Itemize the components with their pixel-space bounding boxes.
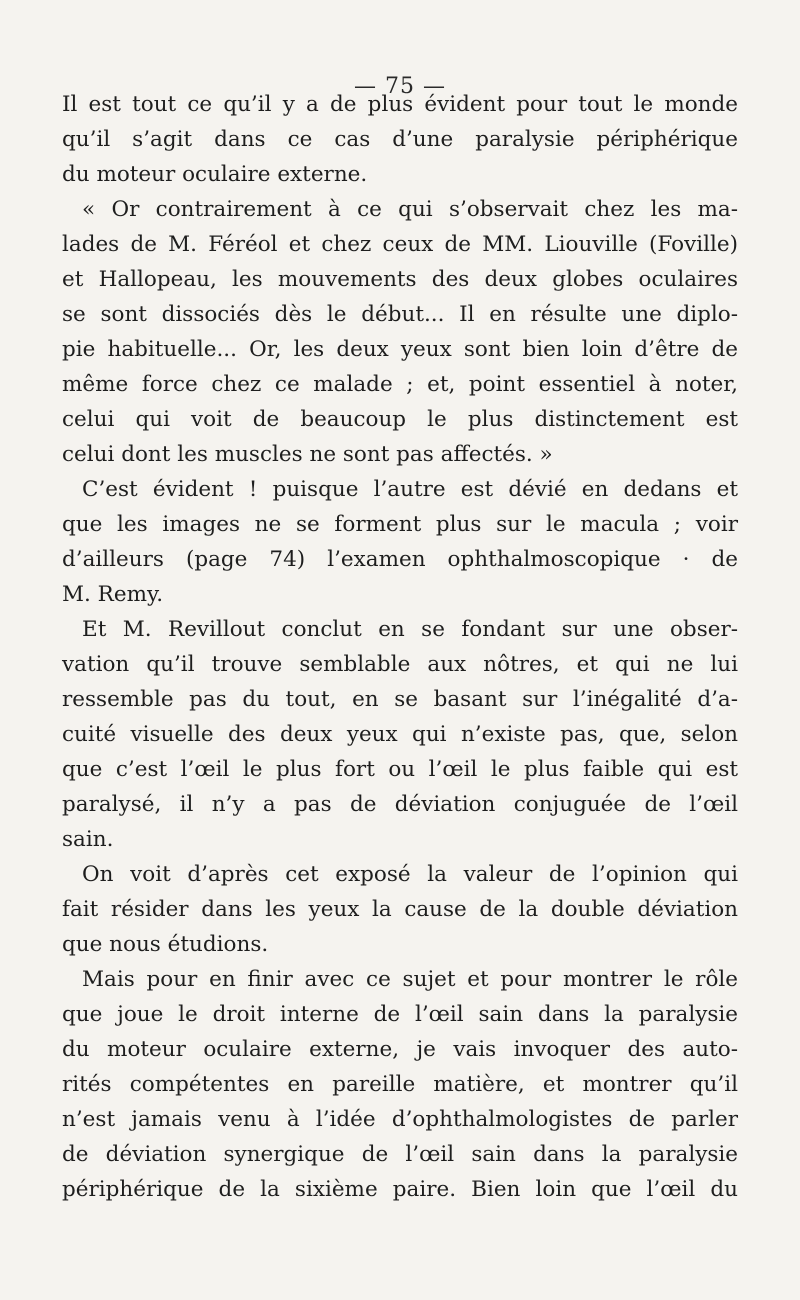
text-line: qu’il s’agit dans ce cas d’une paralysie périphérique (62, 127, 738, 152)
text-line: sain. (62, 827, 114, 852)
text-line: pie habituelle... Or, les deux yeux sont bien loin d’être de (62, 337, 738, 362)
text-line: n’est jamais venu à l’idée d’ophthalmologistes de parler (62, 1107, 738, 1132)
text-line: paralysé, il n’y a pas de déviation conjuguée de l’œil (62, 792, 738, 817)
text-line: et Hallopeau, les mouvements des deux globes oculaires (62, 267, 738, 292)
text-line: que joue le droit interne de l’œil sain dans la paralysie (62, 1002, 738, 1027)
text-line: que c’est l’œil le plus fort ou l’œil le plus faible qui est (62, 757, 738, 782)
text-line: celui dont les muscles ne sont pas affectés. » (62, 442, 553, 467)
text-line: se sont dissociés dès le début... Il en résulte une diplo- (62, 302, 738, 327)
text-line: M. Remy. (62, 582, 164, 607)
text-line: ressemble pas du tout, en se basant sur l’inégalité d’a- (62, 687, 738, 712)
text-line: Il est tout ce qu’il y a de plus évident pour tout le monde (62, 92, 738, 117)
text-line: Et M. Revillout conclut en se fondant sur une obser- (82, 617, 738, 642)
text-line: du moteur oculaire externe. (62, 162, 368, 187)
text-line: fait résider dans les yeux la cause de la double déviation (62, 897, 738, 922)
text-line: périphérique de la sixième paire. Bien loin que l’œil du (62, 1177, 738, 1202)
text-line: même force chez ce malade ; et, point essentiel à noter, (62, 372, 738, 397)
text-line: d’ailleurs (page 74) l’examen ophthalmoscopique · de (62, 547, 738, 572)
text-line: « Or contrairement à ce qui s’observait chez les ma- (82, 197, 738, 222)
text-line: de déviation synergique de l’œil sain dans la paralysie (62, 1142, 738, 1167)
text-line: cuité visuelle des deux yeux qui n’existe pas, que, selon (62, 722, 738, 747)
text-line: que nous étudions. (62, 932, 269, 957)
text-line: lades de M. Féréol et chez ceux de MM. Liouville (Foville) (62, 232, 738, 257)
text-line: vation qu’il trouve semblable aux nôtres, et qui ne lui (62, 652, 738, 677)
text-line: On voit d’après cet exposé la valeur de l’opinion qui (82, 862, 738, 887)
text-line: que les images ne se forment plus sur le macula ; voir (62, 512, 738, 537)
text-line: celui qui voit de beaucoup le plus distinctement est (62, 407, 738, 432)
text-line: du moteur oculaire externe, je vais invoquer des auto- (62, 1037, 738, 1062)
text-line: rités compétentes en pareille matière, et montrer qu’il (62, 1072, 738, 1097)
text-line: Mais pour en finir avec ce sujet et pour montrer le rôle (82, 967, 738, 992)
page-number: — 75 — (354, 74, 446, 99)
text-line: C’est évident ! puisque l’autre est dévié en dedans et (82, 477, 738, 502)
